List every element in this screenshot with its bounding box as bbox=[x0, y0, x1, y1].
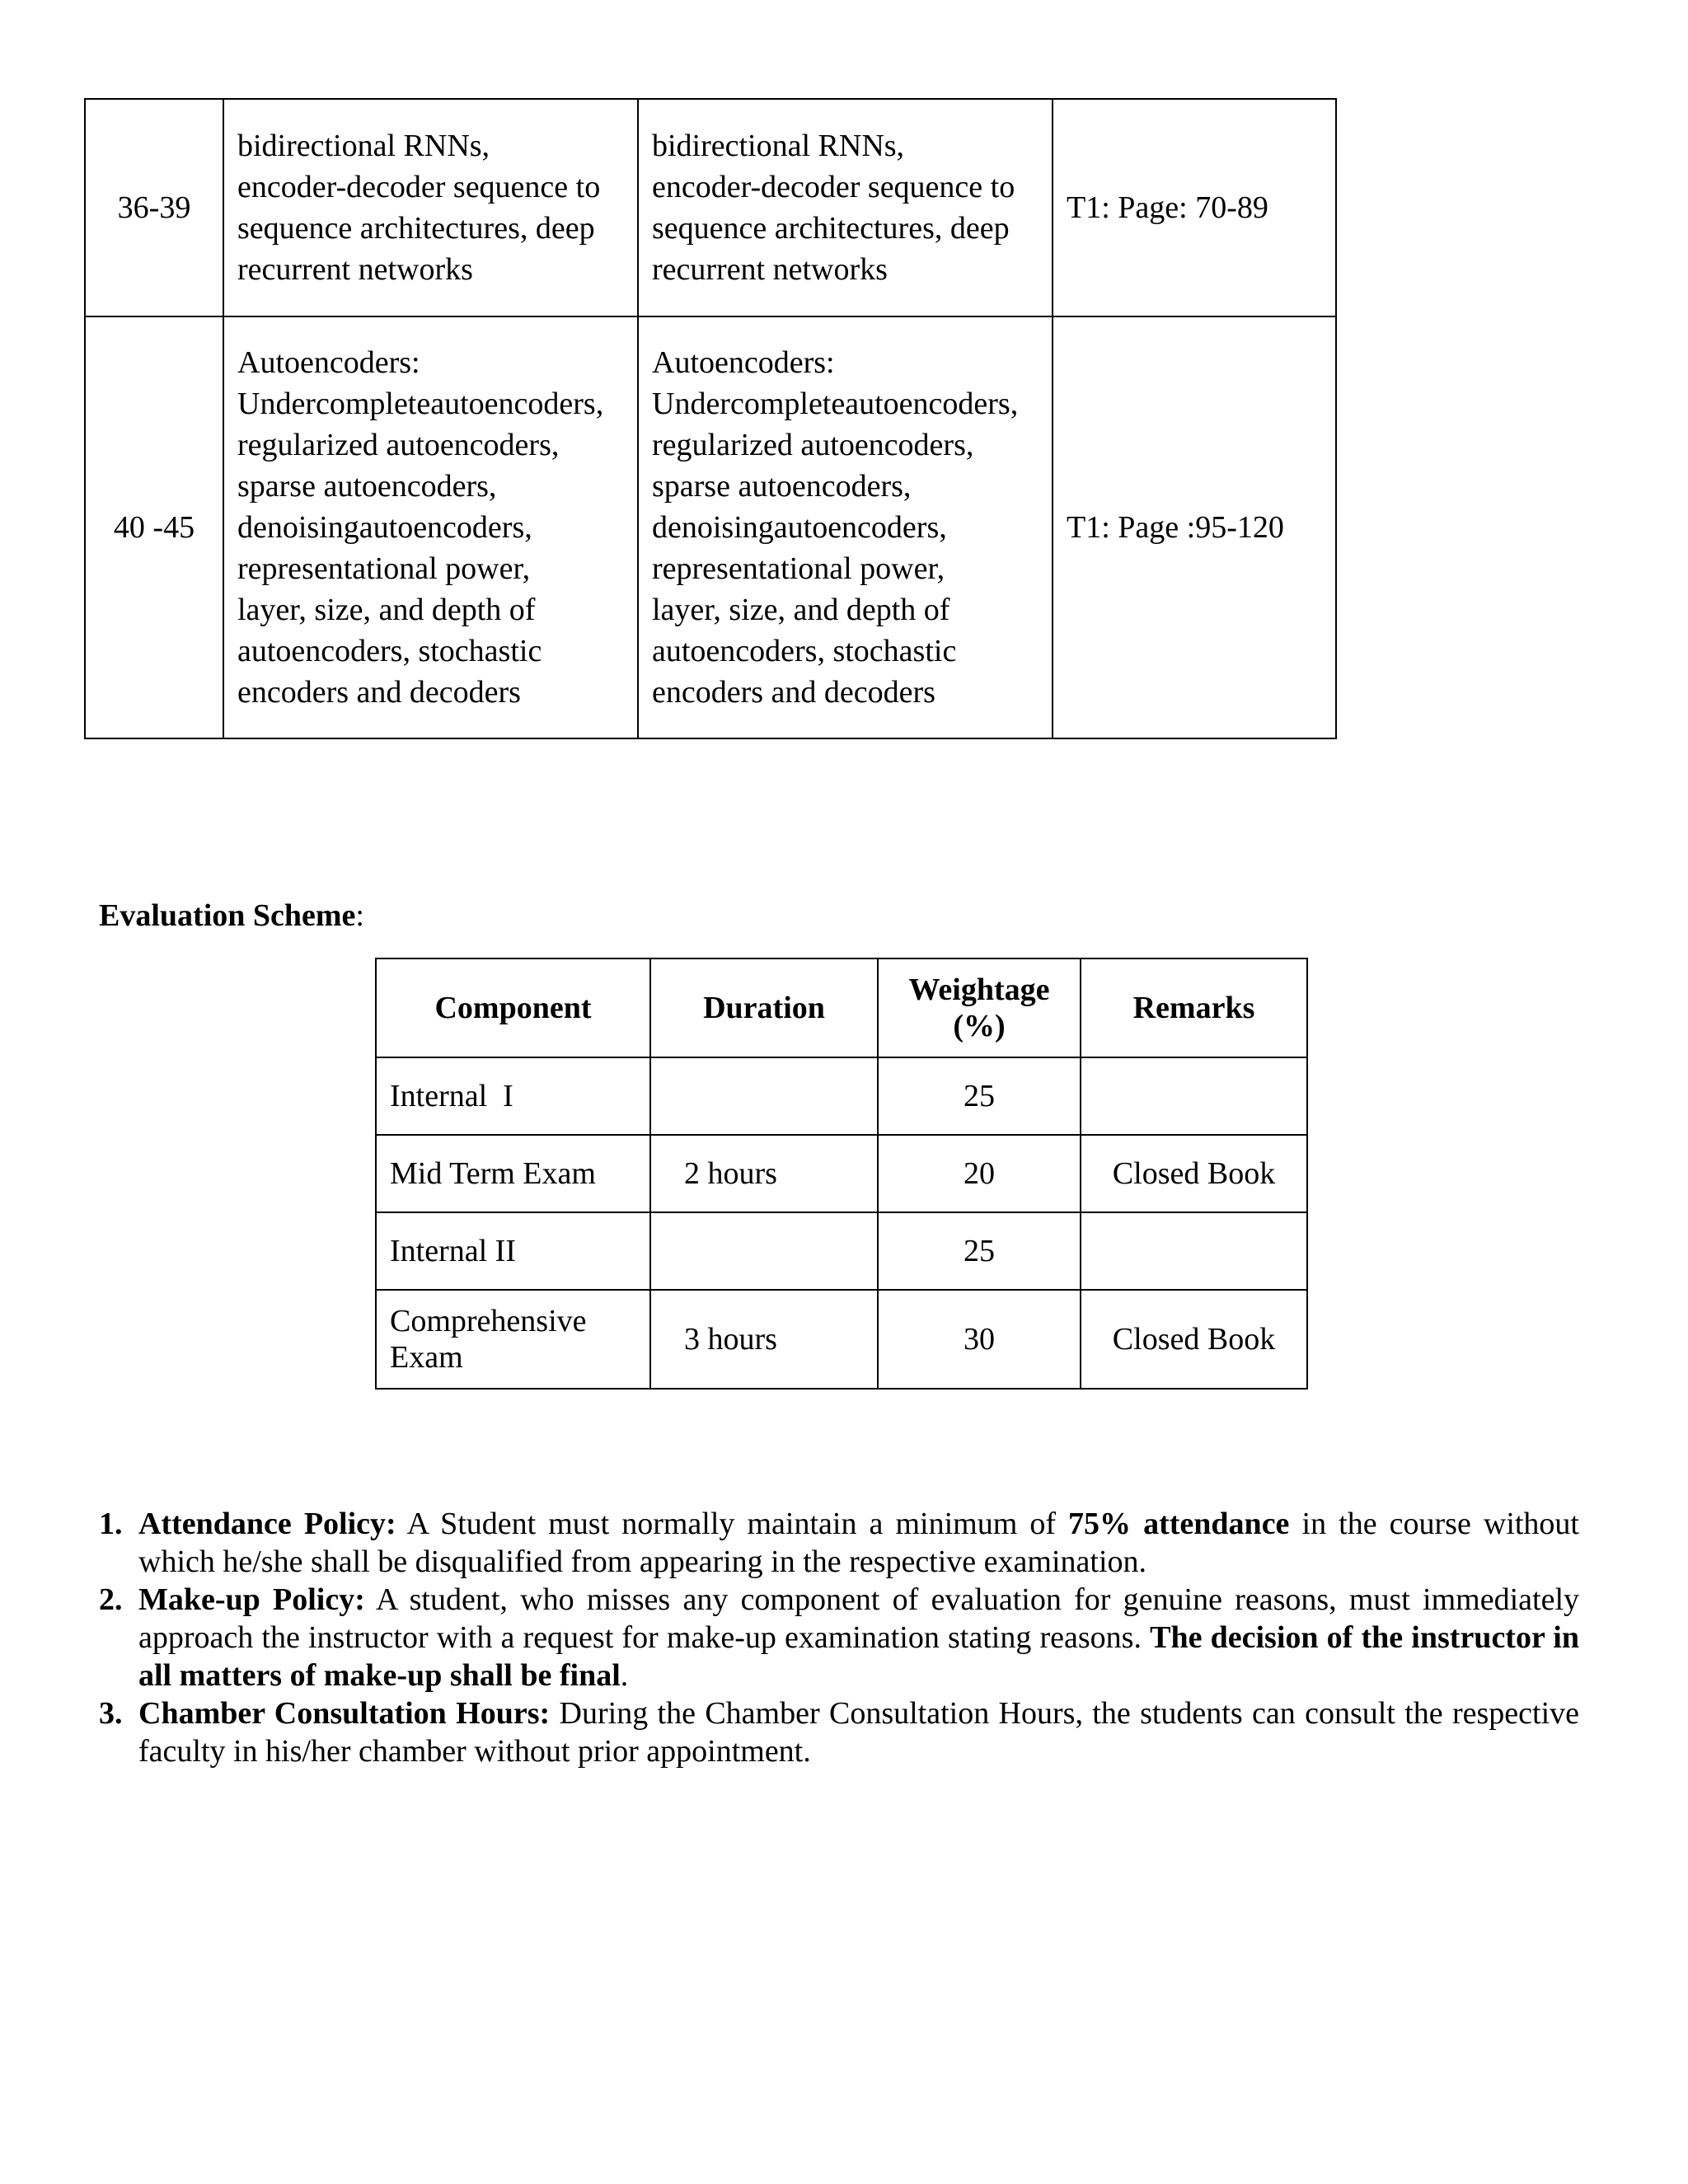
reference-cell: T1: Page :95-120 bbox=[1053, 316, 1336, 738]
evaluation-scheme-title: Evaluation Scheme bbox=[99, 898, 356, 933]
table-row bbox=[376, 1290, 1307, 1389]
policy-text: During the Chamber Consultation Hours, the students can consult the respective faculty in his/her chamber without prior appointment. bbox=[138, 1696, 1580, 1769]
learning-objectives-cell: Autoencoders: Undercompleteautoencoders, regularized autoencoders, sparse autoencoders, denoisingautoencoders, representational power, layer, size, and depth of autoencoders, stochastic encoders and decoders bbox=[223, 316, 638, 738]
header-weightage-line2: (%) bbox=[953, 1009, 1006, 1043]
table-row bbox=[376, 1057, 1307, 1135]
weightage-cell: 25 bbox=[878, 1212, 1081, 1290]
component-cell: Internal I bbox=[376, 1057, 650, 1135]
header-weightage-line1: Weightage bbox=[908, 972, 1050, 1007]
remarks-cell bbox=[1081, 1057, 1307, 1135]
evaluation-table bbox=[375, 958, 1308, 1390]
policy-text-end: in the course without which he/she shall be disqualified from appearing in the respective examination. bbox=[138, 1507, 1579, 1579]
duration-cell bbox=[650, 1212, 878, 1290]
chamber-consultation-hours bbox=[99, 1694, 1579, 1770]
policy-title: Chamber Consultation Hours: bbox=[138, 1696, 551, 1731]
weightage-cell: 25 bbox=[878, 1057, 1081, 1135]
policy-text: A student, who misses any component of evaluation for genuine reasons, must immediately approach the instructor with a request for make-up examination stating reasons. bbox=[138, 1582, 1579, 1655]
policies-list bbox=[99, 1505, 1579, 1770]
remarks-cell: Closed Book bbox=[1081, 1290, 1307, 1389]
lecture-number-cell: 40 -45 bbox=[85, 316, 223, 738]
header-duration: Duration bbox=[650, 958, 878, 1057]
remarks-cell bbox=[1081, 1212, 1307, 1290]
make-up-policy bbox=[99, 1581, 1579, 1694]
weightage-cell: 30 bbox=[878, 1290, 1081, 1389]
duration-cell: 3 hours bbox=[650, 1290, 878, 1389]
table-row bbox=[85, 99, 1336, 316]
topics-cell: bidirectional RNNs, encoder-decoder sequence to sequence architectures, deep recurrent networks bbox=[638, 99, 1053, 316]
table-row bbox=[376, 1135, 1307, 1212]
component-cell: Mid Term Exam bbox=[376, 1135, 650, 1212]
attendance-policy bbox=[99, 1505, 1579, 1581]
lecture-plan-table bbox=[84, 98, 1337, 739]
lecture-number-cell: 36-39 bbox=[85, 99, 223, 316]
weightage-cell: 20 bbox=[878, 1135, 1081, 1212]
duration-cell bbox=[650, 1057, 878, 1135]
policy-text-end: . bbox=[620, 1658, 629, 1693]
policy-title: Make-up Policy: bbox=[138, 1582, 365, 1617]
reference-cell: T1: Page: 70-89 bbox=[1053, 99, 1336, 316]
list-number: 3. bbox=[99, 1696, 123, 1731]
learning-objectives-cell: bidirectional RNNs, encoder-decoder sequence to sequence architectures, deep recurrent networks bbox=[223, 99, 638, 316]
header-component: Component bbox=[376, 958, 650, 1057]
evaluation-scheme-colon: : bbox=[355, 898, 364, 933]
duration-cell: 2 hours bbox=[650, 1135, 878, 1212]
policy-emphasis: 75% attendance bbox=[1068, 1507, 1290, 1541]
evaluation-scheme-heading bbox=[99, 895, 364, 936]
policy-emphasis: The decision of the instructor in all matters of make-up shall be final bbox=[138, 1620, 1579, 1693]
component-cell: Comprehensive Exam bbox=[376, 1290, 650, 1389]
table-row bbox=[376, 1212, 1307, 1290]
list-number: 2. bbox=[99, 1582, 123, 1617]
table-header-row bbox=[376, 958, 1307, 1057]
table-row bbox=[85, 316, 1336, 738]
topics-cell: Autoencoders: Undercompleteautoencoders, regularized autoencoders, sparse autoencoders, denoisingautoencoders, representational power, layer, size, and depth of autoencoders, stochastic encoders and decoders bbox=[638, 316, 1053, 738]
header-weightage bbox=[878, 958, 1081, 1057]
policy-title: Attendance Policy: bbox=[138, 1507, 396, 1541]
component-cell: Internal II bbox=[376, 1212, 650, 1290]
policy-text: A Student must normally maintain a minimum of bbox=[396, 1507, 1069, 1541]
remarks-cell: Closed Book bbox=[1081, 1135, 1307, 1212]
header-remarks: Remarks bbox=[1081, 958, 1307, 1057]
list-number: 1. bbox=[99, 1507, 123, 1541]
